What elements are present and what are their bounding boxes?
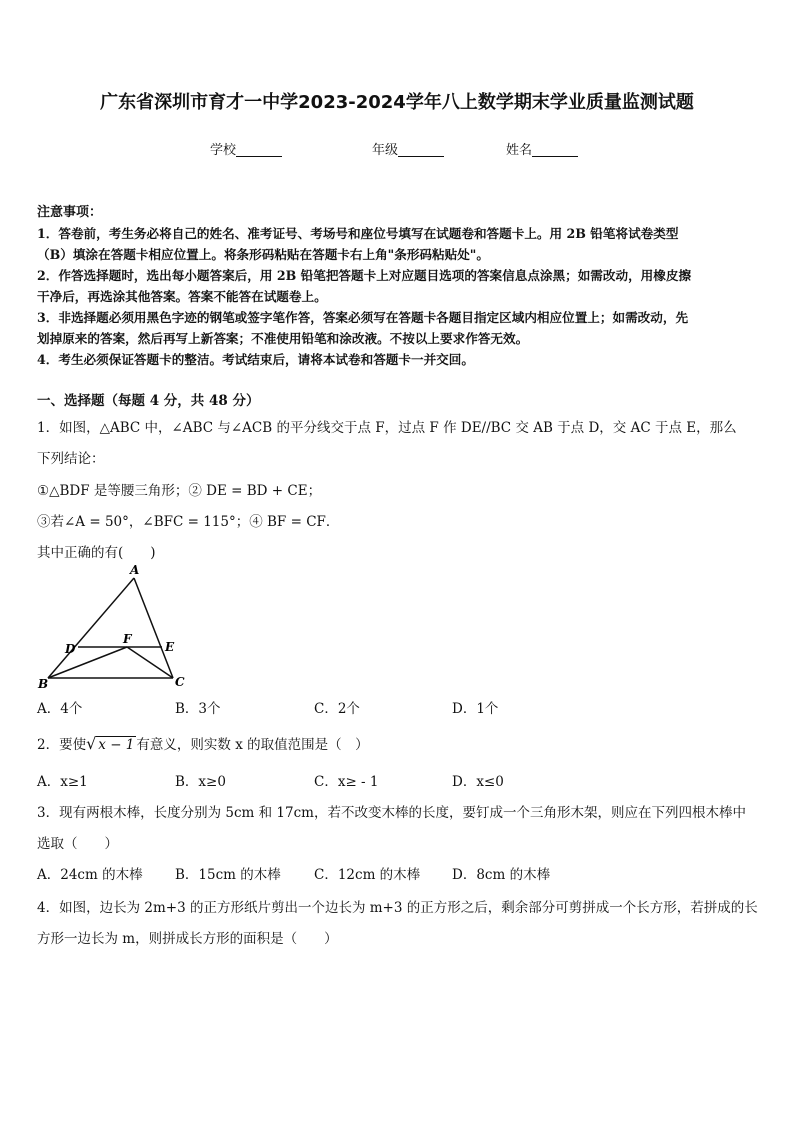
note-line: 3．非选择题必须用黑色字迹的钢笔或签字笔作答，答案必须写在答题卡各题目指定区域内相应位置上；如需改动，先 (37, 310, 689, 325)
notes-section (37, 202, 759, 370)
q2-prefix: 2．要使 (37, 737, 87, 753)
note-line: 干净后，再选涂其他答案。答案不能答在试题卷上。 (37, 289, 327, 304)
label-a: A (130, 563, 140, 577)
label-f: F (123, 632, 132, 646)
q2-option-a[interactable]: A．x≥1 (37, 774, 88, 790)
name-label: 姓名 (506, 143, 533, 158)
label-e: E (165, 640, 175, 654)
q2-option-c[interactable]: C．x≥ - 1 (314, 774, 379, 790)
note-line: 2．作答选择题时，选出每小题答案后，用 2B 铅笔把答题卡上对应题目选项的答案信息点涂黑；如需改动，用橡皮擦 (37, 268, 692, 283)
label-b: B (38, 677, 49, 690)
school-field[interactable] (210, 139, 282, 158)
label-d: D (65, 642, 76, 656)
label-c: C (175, 675, 185, 689)
name-blank[interactable] (532, 142, 578, 157)
q1-stem-line2: 下列结论： (37, 451, 105, 467)
q3-stem-line1: 3．现有两根木棒，长度分别为 5cm 和 17cm，若不改变木棒的长度，要钉成一个三角形木架，则应在下列四根木棒中 (37, 805, 746, 821)
name-field[interactable] (506, 139, 578, 158)
q2-radicand: x − 1 (98, 737, 135, 753)
q1-option-d[interactable]: D．1个 (452, 701, 499, 717)
q1-option-a[interactable]: A．4个 (37, 701, 83, 717)
section-heading: 一、选择题（每题 4 分，共 48 分） (37, 393, 260, 409)
q1-statement-3-4: ③若∠A = 50°，∠BFC = 115°；④ BF = CF． (37, 514, 340, 530)
q1-option-b[interactable]: B．3个 (175, 701, 221, 717)
segment-bf (48, 647, 127, 678)
q1-statement-1-2: ①△BDF 是等腰三角形；② DE = BD + CE； (37, 483, 322, 499)
note-line: 划掉原来的答案，然后再写上新答案；不准使用铅笔和涂改液。不按以上要求作答无效。 (37, 331, 529, 346)
grade-field[interactable] (372, 139, 444, 158)
q1-triangle-figure (37, 562, 197, 690)
note-line: （B）填涂在答题卡相应位置上。将条形码粘贴在答题卡右上角"条形码粘贴处"。 (37, 247, 489, 262)
grade-blank[interactable] (398, 142, 444, 157)
side-ac (134, 578, 173, 678)
notes-heading: 注意事项： (37, 205, 103, 220)
q1-question: 其中正确的有( ) (37, 545, 156, 561)
q2-option-d[interactable]: D．x≤0 (452, 774, 504, 790)
q3-stem-line2: 选取（ ） (37, 836, 118, 852)
school-blank[interactable] (236, 142, 282, 157)
q3-option-c[interactable]: C．12cm 的木棒 (314, 867, 421, 883)
q1-stem-line1: 1．如图，△ABC 中，∠ABC 与∠ACB 的平分线交于点 F，过点 F 作 DE//BC 交 AB 于点 D，交 AC 于点 E，那么 (37, 420, 737, 436)
note-line: 1．答卷前，考生务必将自己的姓名、准考证号、考场号和座位号填写在试题卷和答题卡上。用 2B 铅笔将试卷类型 (37, 226, 679, 241)
q3-option-b[interactable]: B．15cm 的木棒 (175, 867, 281, 883)
grade-label: 年级 (372, 143, 399, 158)
note-line: 4．考生必须保证答题卡的整洁。考试结束后，请将本试卷和答题卡一并交回。 (37, 352, 474, 367)
q4-stem-line2: 方形一边长为 m，则拼成长方形的面积是（ ） (37, 931, 338, 947)
sqrt-symbol: √ (86, 734, 97, 753)
q3-option-d[interactable]: D．8cm 的木棒 (452, 867, 551, 883)
q1-option-c[interactable]: C．2个 (314, 701, 360, 717)
q2-suffix: 有意义，则实数 x 的取值范围是（ ） (136, 737, 369, 753)
school-label: 学校 (210, 143, 237, 158)
q3-option-a[interactable]: A．24cm 的木棒 (37, 867, 143, 883)
q4-stem-line1: 4．如图，边长为 2m+3 的正方形纸片剪出一个边长为 m+3 的正方形之后，剩余部分可剪拼成一个长方形，若拼成的长 (37, 900, 758, 916)
side-ab (48, 578, 134, 678)
q2-option-b[interactable]: B．x≥0 (175, 774, 226, 790)
page-title: 广东省深圳市育才一中学2023-2024学年八上数学期末学业质量监测试题 (100, 92, 694, 113)
q2-stem (37, 733, 369, 753)
